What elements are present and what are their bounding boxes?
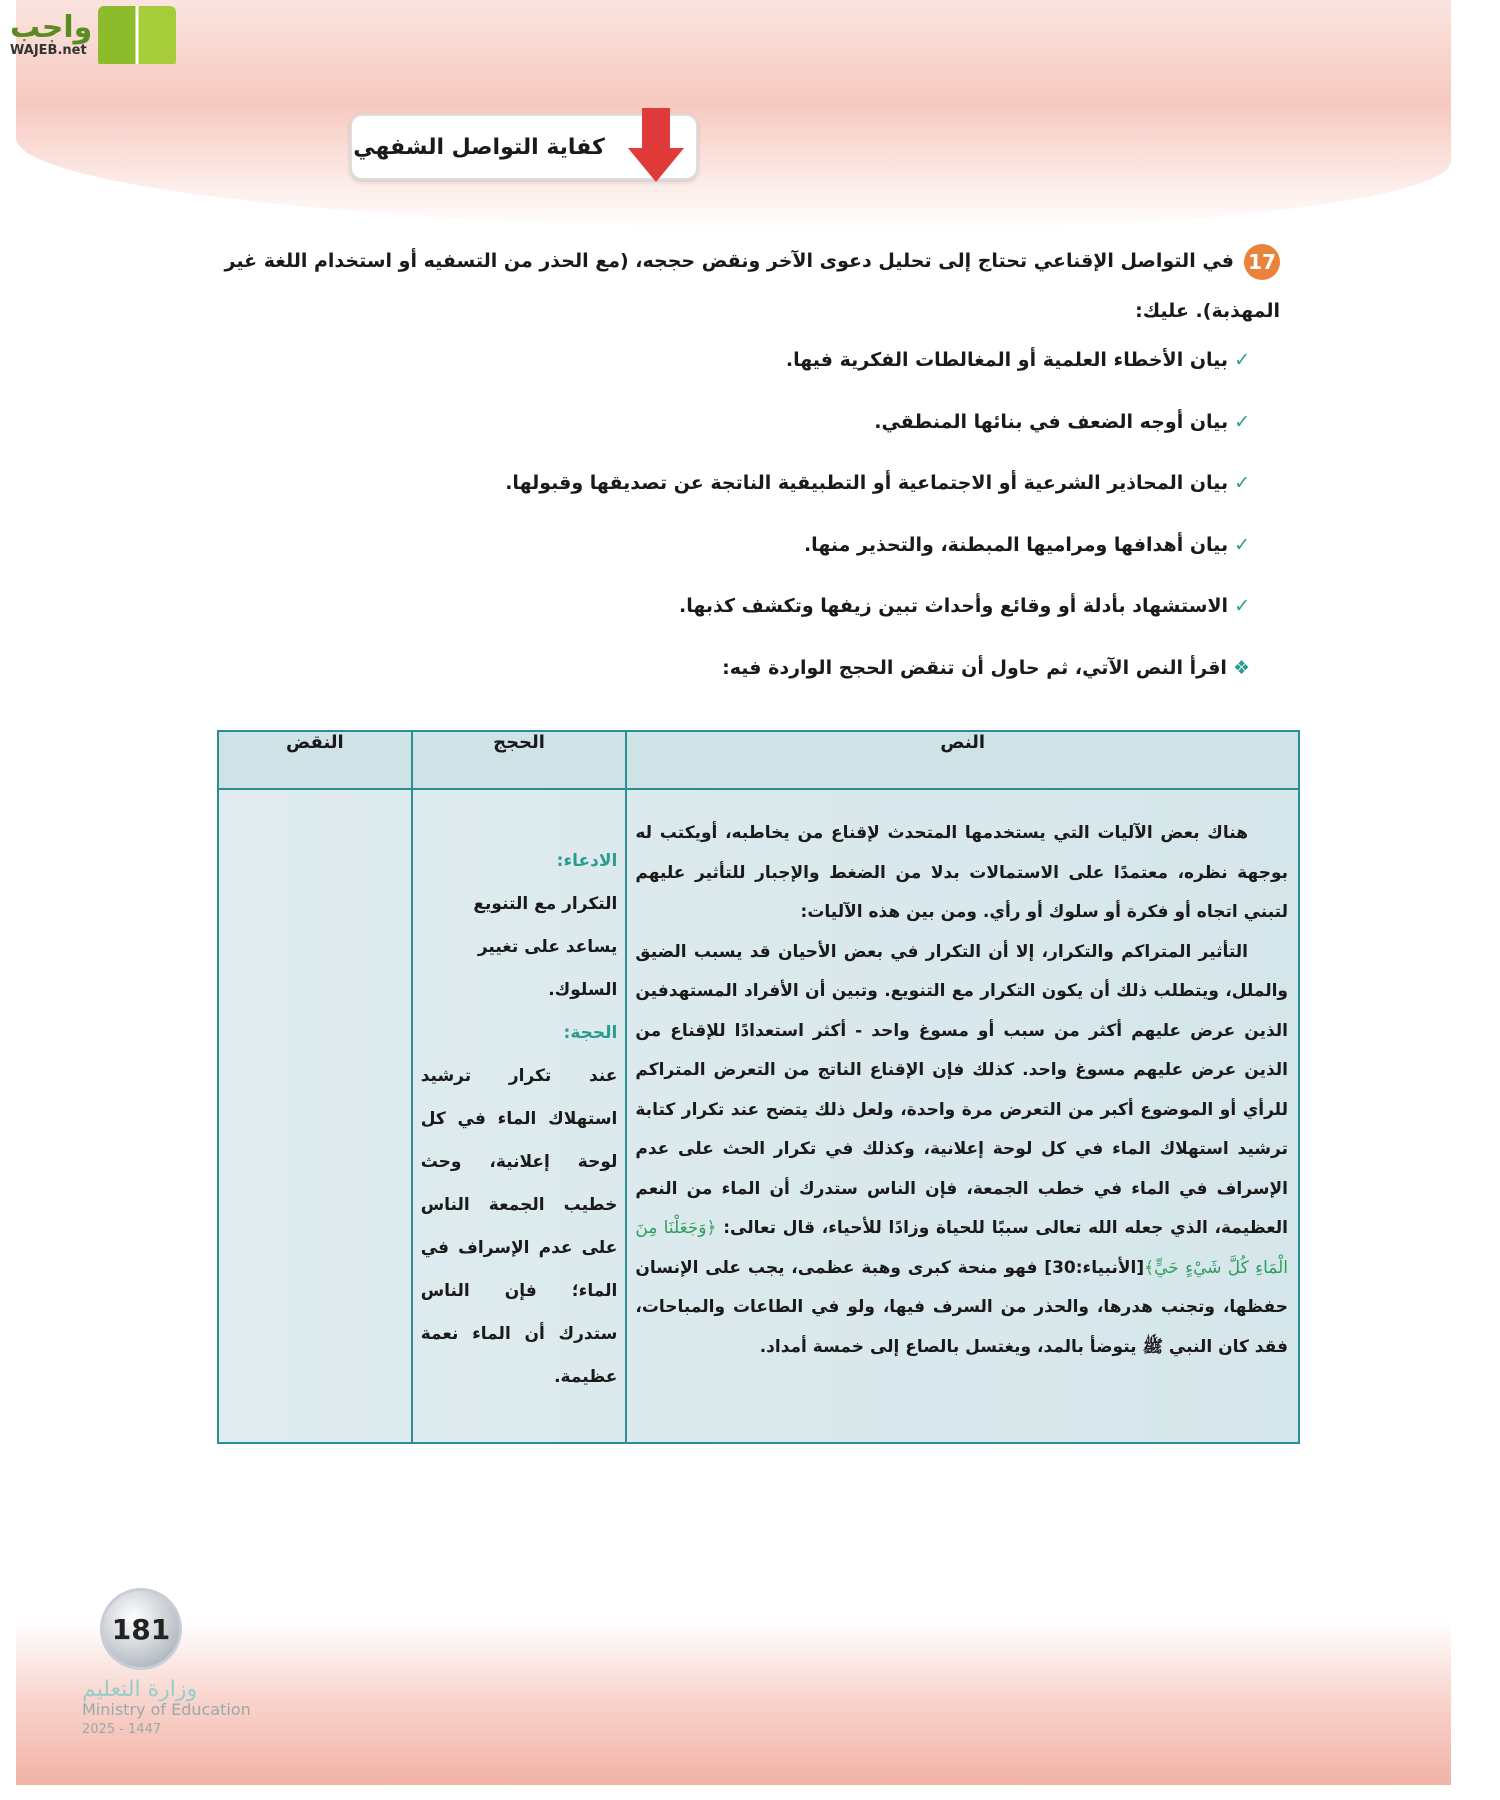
passage-cell: [626, 789, 1299, 1443]
list-item: [505, 525, 1250, 587]
check-icon: ✓: [1234, 472, 1250, 494]
question-number: 17: [1244, 244, 1280, 280]
header-arguments: الحجج: [412, 731, 627, 789]
checklist: [505, 340, 1250, 709]
header-refutation: النقض: [218, 731, 412, 789]
page-number: 181: [100, 1588, 182, 1670]
header-background: [16, 0, 1451, 230]
logo-latin: WAJEB.net: [10, 42, 87, 58]
check-icon: ✓: [1234, 595, 1250, 617]
argument-text: عند تكرار ترشيد استهلاك الماء في كل لوحة إعلانية، وحث خطيب الجمعة الناس على عدم الإسراف في الماء؛ فإن الناس ستدرك أن الماء نعمة عظيمة.: [420, 1066, 618, 1387]
passage-text: [الأنبياء:30] فهو منحة كبرى وهبة عظمى، يجب على الإنسان حفظها، وتجنب هدرها، والحذر من السرف فيها، ولو في الطاعات والمباحات، فقد كان النبي ﷺ يتوضأ بالمد، ويغتسل بالصاع إلى خمسة أمداد.: [635, 1257, 1288, 1357]
passage-paragraph: [635, 933, 1288, 1368]
book-icon: [98, 6, 176, 64]
list-item-text: بيان الأخطاء العلمية أو المغالطات الفكرية فيها.: [785, 349, 1229, 371]
list-item: [505, 340, 1250, 402]
instruction: [505, 648, 1250, 710]
question: [220, 236, 1280, 336]
list-item-text: الاستشهاد بأدلة أو وقائع وأحداث تبين زيفها وتكشف كذبها.: [679, 595, 1229, 617]
arguments-cell: [412, 789, 627, 1443]
argument-label: الحجة:: [563, 1023, 618, 1043]
arrow-down-icon: [628, 108, 684, 182]
diamond-bullet-icon: ❖: [1232, 656, 1250, 679]
list-item: [505, 402, 1250, 464]
claim-text: التكرار مع التنويع يساعد على تغيير السلوك.: [473, 894, 618, 1000]
ministry-english: Ministry of Education: [82, 1700, 251, 1719]
quran-verse: ﴿وَجَعَلْنَا مِنَ الْمَاءِ كُلَّ شَيْءٍ حَيٍّ﴾: [635, 1218, 1288, 1278]
list-item-text: بيان أوجه الضعف في بنائها المنطقي.: [874, 410, 1229, 433]
claim-label: الادعاء:: [556, 851, 618, 871]
list-item-text: بيان أهدافها ومراميها المبطنة، والتحذير منها.: [803, 533, 1229, 556]
check-icon: ✓: [1234, 533, 1250, 556]
list-item: [505, 463, 1250, 525]
check-icon: ✓: [1234, 410, 1250, 433]
passage-paragraph: هناك بعض الآليات التي يستخدمها المتحدث لإقناع من يخاطبه، أويكتب له بوجهة نظره، معتمدًا على الاستمالات بدلا من الضغط والإجبار للتأثير عليهم لتبني اتجاه أو فكرة أو سلوك أو رأي. ومن بين هذه الآليات:: [635, 823, 1288, 922]
check-icon: ✓: [1234, 349, 1250, 371]
refutation-cell[interactable]: [218, 789, 412, 1443]
wajeb-logo[interactable]: [10, 6, 176, 64]
section-title-text: كفاية التواصل الشفهي: [353, 134, 605, 160]
list-item: [505, 586, 1250, 648]
header-text: النص: [626, 731, 1299, 789]
instruction-text: اقرأ النص الآتي، ثم حاول أن تنقض الحجج الواردة فيه:: [722, 656, 1227, 679]
year: 2025 - 1447: [82, 1722, 162, 1737]
question-text: في التواصل الإقناعي تحتاج إلى تحليل دعوى الآخر ونقض حججه، (مع الحذر من التسفيه أو استخدام اللغة غير المهذبة). عليك:: [224, 250, 1280, 322]
logo-arabic: واجب: [10, 9, 93, 45]
ministry-arabic: وزارة التعليم: [82, 1677, 198, 1702]
ministry-logo: [82, 1677, 251, 1740]
list-item-text: بيان المحاذير الشرعية أو الاجتماعية أو التطبيقية الناتجة عن تصديقها وقبولها.: [505, 472, 1229, 494]
passage-text: التأثير المتراكم والتكرار، إلا أن التكرار في بعض الأحيان قد يسبب الضيق والملل، ويتطلب ذلك أن يكون التكرار مع التنويع. وتبين أن الأفراد المستهدفين الذين عرض عليهم أكثر من سبب أو مسوغ واحد - أكثر استعدادًا للإقناع من الذين عرض عليهم مسوغ واحد. كذلك فإن الإقناع الناتج من التعرض المتراكم للرأي أو الموضوع أكبر من التعرض مرة واحدة، ولعل ذلك يتضح عند تكرار كتابة ترشيد استهلاك الماء في كل لوحة إعلانية، وكذلك في تكرار الحث على عدم الإسراف في الماء في خطب الجمعة، فإن الناس ستدرك أن الماء من النعم العظيمة، الذي جعله الله تعالى سببًا للحياة وزادًا للأحياء، قال تعالى:: [635, 941, 1289, 1238]
analysis-table: [217, 730, 1300, 1444]
